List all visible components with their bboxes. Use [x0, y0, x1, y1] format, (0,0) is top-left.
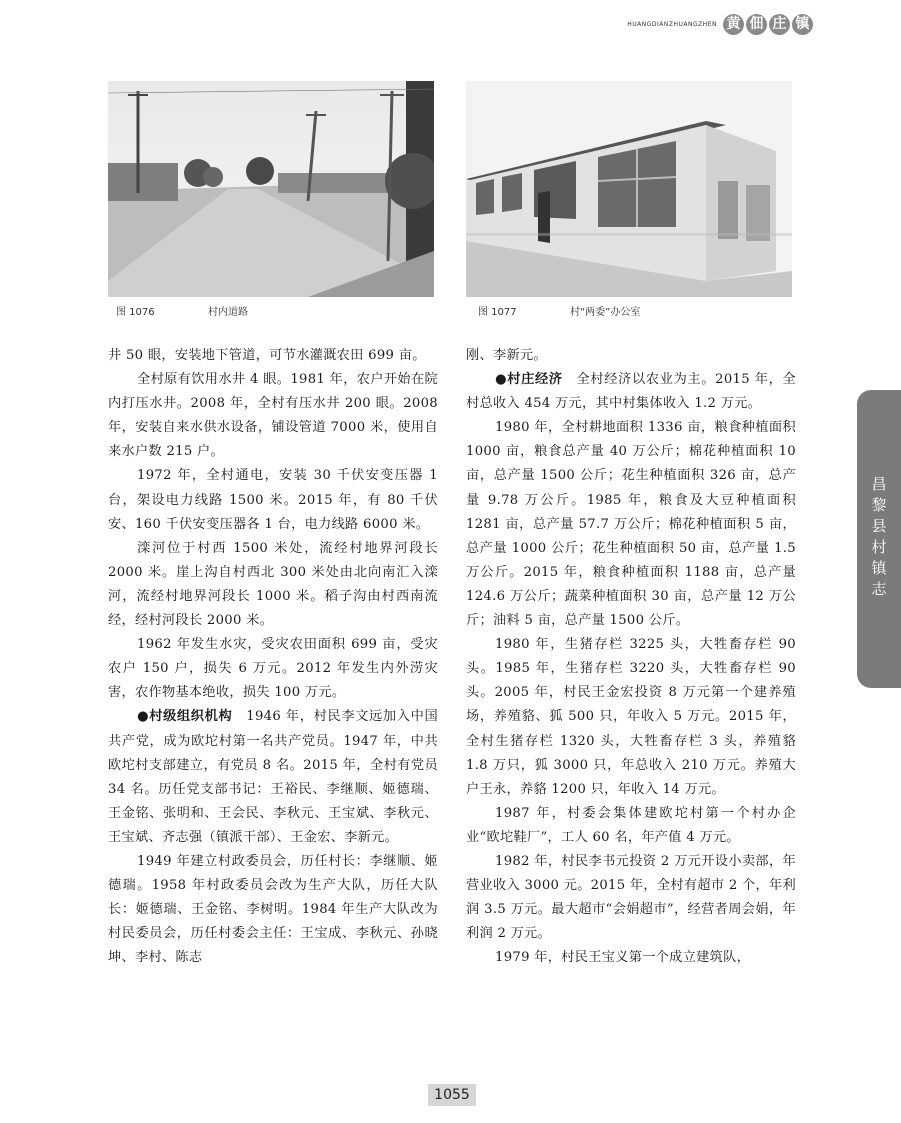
paragraph — [108, 705, 438, 850]
paragraph: 1979 年，村民王宝义第一个成立建筑队， — [495, 950, 751, 966]
left-text-column — [108, 344, 438, 970]
paragraph: 1982 年，村民李书元投资 2 万元开设小卖部，年营业收入 3000 元。2015 年，全村有超市 2 个，年利润 3.5 万元。最大超市“会娟超市”，经营者周会娟，年利润 2 万元。 — [466, 853, 796, 942]
paragraph: 滦河位于村西 1500 米处，流经村地界河段长 2000 米。崖上沟自村西北 300 米处由北向南汇入滦河，流经村地界河段长 1000 米。稻子沟由村西南流经，经村河段长 2000 米。 — [108, 540, 438, 629]
paragraph: 1972 年，全村通电，安装 30 千伏安变压器 1 台，架设电力线路 1500 米。2015 年，有 80 千伏安、160 千伏安变压器各 1 台，电力线路 6000 米。 — [108, 468, 438, 532]
figure-caption-1076 — [116, 303, 248, 318]
figure-number: 图 1076 — [116, 307, 155, 318]
section-heading: ●村级组织机构 — [137, 709, 233, 725]
paragraph-text: 全村经济以农业为主。2015 年，全村总收入 454 万元，其中村集体收入 1.2 万元。 — [466, 372, 796, 412]
paragraph: 1980 年，生猪存栏 3225 头，大牲畜存栏 90 头。1985 年，生猪存栏 3220 头，大牲畜存栏 90 头。2005 年，村民王金宏投资 8 万元第一个建养殖场，养殖貉、狐 500 只，年收入 5 万元。2015 年，全村生猪存栏 1320 头，大牲畜存栏 3 头，养殖貉 1.8 万只，狐 3000 只，年总收入 210 万元。养殖大户王永，养貉 1200 只，年收入 14 万元。 — [466, 637, 796, 797]
paragraph: 1980 年，全村耕地面积 1336 亩，粮食种植面积 1000 亩，粮食总产量 40 万公斤；棉花种植面积 10 亩，总产量 1500 公斤；花生种植面积 326 亩，总产量 9.78 万公斤。1985 年，粮食及大豆种植面积 1281 亩，总产量 57.7 万公斤；棉花种植面积 5 亩，总产量 1000 公斤；花生种植面积 50 亩，总产量 1.5 万公斤。2015 年，粮食种植面积 1188 亩，总产量 124.6 万公斤；蔬菜种植面积 30 亩，总产量 12 万公斤；油料 5 亩，总产量 1500 公斤。 — [466, 420, 796, 629]
town-char: 庄 — [769, 14, 790, 35]
figure-number: 图 1077 — [478, 307, 517, 318]
paragraph: 1987 年，村委会集体建欧坨村第一个村办企业“欧坨鞋厂”，工人 60 名，年产值 4 万元。 — [466, 805, 796, 845]
side-chapter-tab — [857, 390, 901, 688]
header-town-name — [723, 14, 813, 35]
paragraph: 1962 年发生水灾，受灾农田面积 699 亩，受灾农户 150 户，损失 6 万元。2012 年发生内外涝灾害，农作物基本绝收，损失 100 万元。 — [108, 637, 438, 701]
town-char: 黄 — [723, 14, 744, 35]
office-building-photo — [466, 81, 792, 297]
figure-caption-text: 村“两委”办公室 — [570, 307, 641, 318]
town-char: 佃 — [746, 14, 767, 35]
page-number: 1055 — [428, 1084, 476, 1106]
figure-caption-1077 — [478, 303, 640, 318]
paragraph: 井 50 眼，安装地下管道，可节水灌溉农田 699 亩。 — [108, 348, 426, 363]
town-char: 镇 — [792, 14, 813, 35]
right-text-column — [466, 344, 796, 970]
paragraph: 全村原有饮用水井 4 眼。1981 年，农户开始在院内打压水井。2008 年，全村有压水井 200 眼。2008 年，安装自来水供水设备，铺设管道 7000 米，使用自来水户数 215 户。 — [108, 372, 438, 460]
paragraph-text: 1946 年，村民李文远加入中国共产党，成为欧坨村第一名共产党员。1947 年，中共欧坨村支部建立，有党员 8 名。2015 年，全村有党员 34 名。历任党支部书记：王裕民、李继顺、姬德瑞、王金铭、张明和、王会民、李秋元、王宝斌、李秋元、王宝斌、齐志强（镇派干部）、王金宏、李新元。 — [108, 709, 438, 845]
side-tab-label: 昌黎县村镇志 — [869, 476, 888, 602]
running-header — [627, 14, 813, 35]
road-photo — [108, 81, 434, 297]
section-heading: ●村庄经济 — [495, 372, 563, 388]
figure-caption-text: 村内道路 — [208, 307, 248, 318]
paragraph: 1949 年建立村政委员会，历任村长：李继顺、姬德瑞。1958 年村政委员会改为生产大队，历任大队长：姬德瑞、王金铭、李树明。1984 年生产大队改为村民委员会，历任村委会主任：王宝成、李秋元、孙晓坤、李村、陈志 — [108, 853, 438, 966]
paragraph — [466, 368, 796, 416]
header-pinyin: HUANGDIANZHUANGZHEN — [627, 21, 717, 28]
paragraph: 刚、李新元。 — [466, 348, 547, 363]
